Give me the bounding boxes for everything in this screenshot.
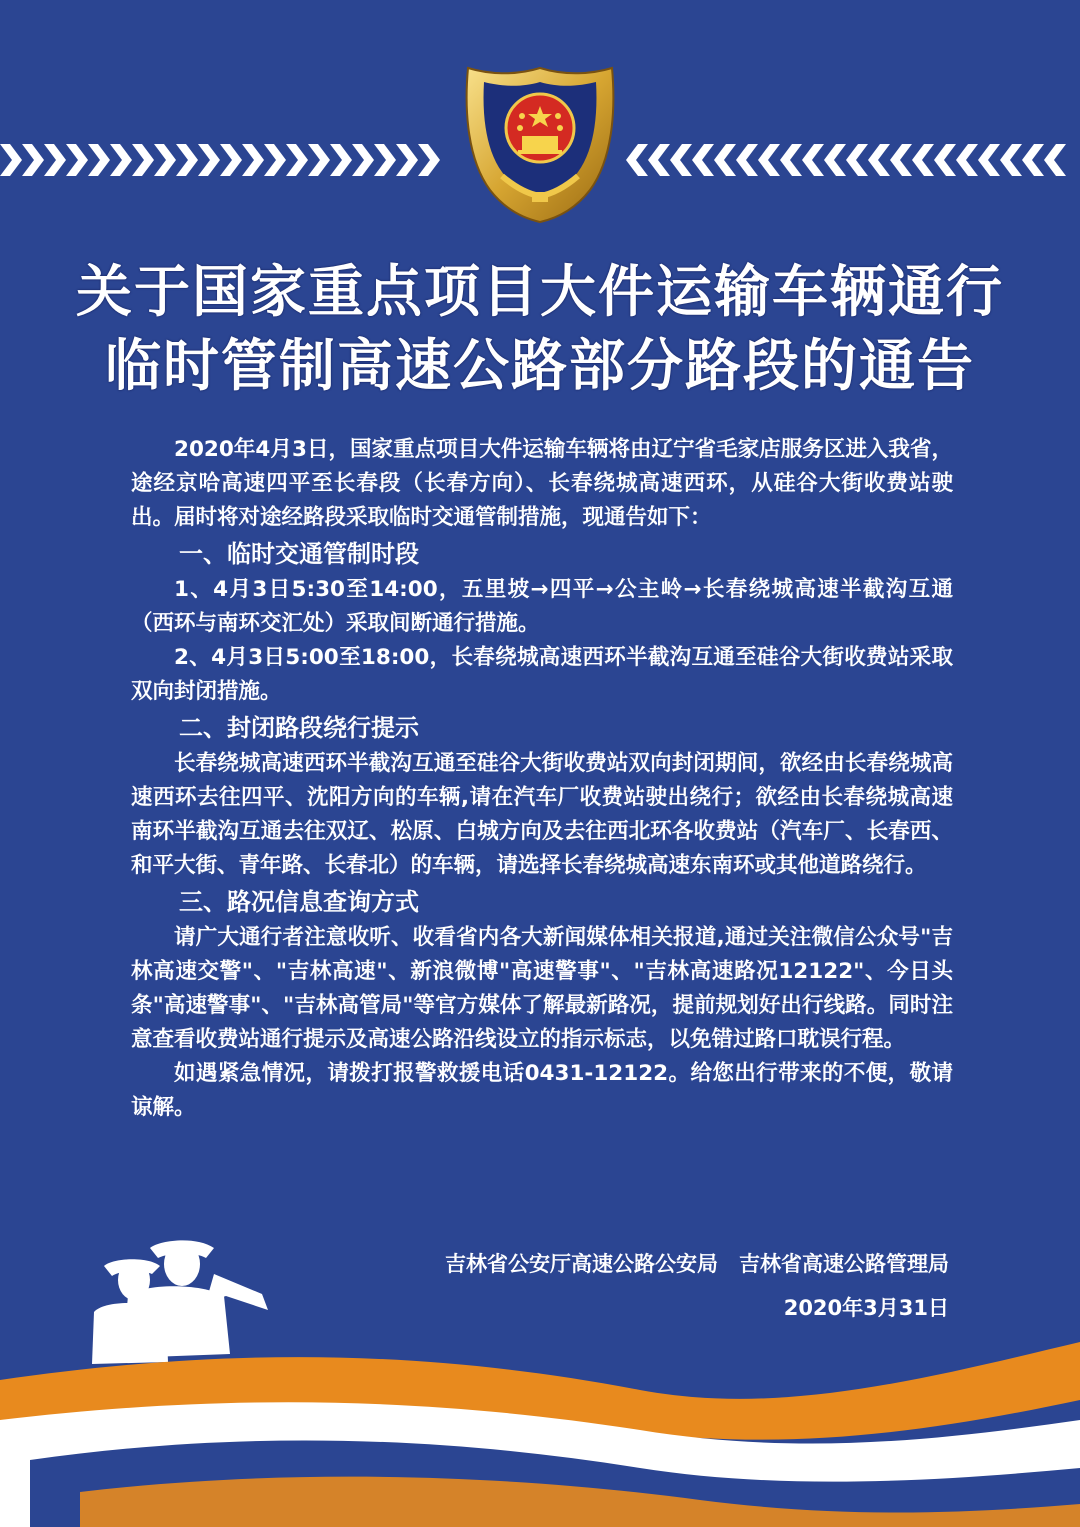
section-heading: 三、路况信息查询方式 — [179, 888, 419, 916]
section-paragraph: 长春绕城高速西环半截沟互通至硅谷大街收费站双向封闭期间，欲经由长春绕城高速西环去往四平、沈阳方向的车辆,请在汽车厂收费站驶出绕行；欲经由长春绕城高速南环半截沟互通去往双辽、松原、白城方向及去往西北环各收费站（汽车厂、长春西、和平大街、青年路、长春北）的车辆，请选择长春绕城高速东南环或其他道路绕行。 — [131, 751, 953, 878]
saluting-officers-silhouette-icon — [92, 1240, 268, 1364]
chevron-left-icon — [626, 140, 1080, 180]
bottom-decoration — [0, 1230, 1080, 1527]
police-emblem-icon — [462, 64, 618, 224]
signature-date: 2020年3月31日 — [783, 1296, 949, 1320]
section-paragraph: 2、4月3日5:00至18:00，长春绕城高速西环半截沟互通至硅谷大街收费站采取双向封闭措施。 — [131, 645, 953, 704]
intro-paragraph: 2020年4月3日，国家重点项目大件运输车辆将由辽宁省毛家店服务区进入我省，途经京哈高速四平至长春段（长春方向）、长春绕城高速西环，从硅谷大街收费站驶出。届时将对途经路段采取临时交通管制措施，现通告如下： — [131, 437, 953, 530]
section-heading: 二、封闭路段绕行提示 — [179, 714, 419, 742]
section-paragraph: 1、4月3日5:30至14:00，五里坡→四平→公主岭→长春绕城高速半截沟互通（西环与南环交汇处）采取间断通行措施。 — [131, 577, 953, 636]
notice-title-line2: 临时管制高速公路部分路段的通告 — [105, 334, 975, 399]
chevron-right-icon — [0, 140, 456, 180]
notice-body — [131, 433, 953, 1125]
notice-title-line1: 关于国家重点项目大件运输车辆通行 — [76, 260, 1004, 325]
section-paragraph: 请广大通行者注意收听、收看省内各大新闻媒体相关报道,通过关注微信公众号"吉林高速交警"、"吉林高速"、新浪微博"高速警事"、"吉林高速路况12122"、今日头条"高速警事"、"吉林高管局"等官方媒体了解最新路况，提前规划好出行线路。同时注意查看收费站通行提示及高速公路沿线设立的指示标志，以免错过路口耽误行程。 — [131, 925, 953, 1052]
section-heading: 一、临时交通管制时段 — [179, 540, 419, 568]
signature-org: 吉林省公安厅高速公路公安局 吉林省高速公路管理局 — [445, 1252, 949, 1276]
section-paragraph: 如遇紧急情况，请拨打报警救援电话0431-12122。给您出行带来的不便，敬请谅解。 — [131, 1061, 953, 1120]
